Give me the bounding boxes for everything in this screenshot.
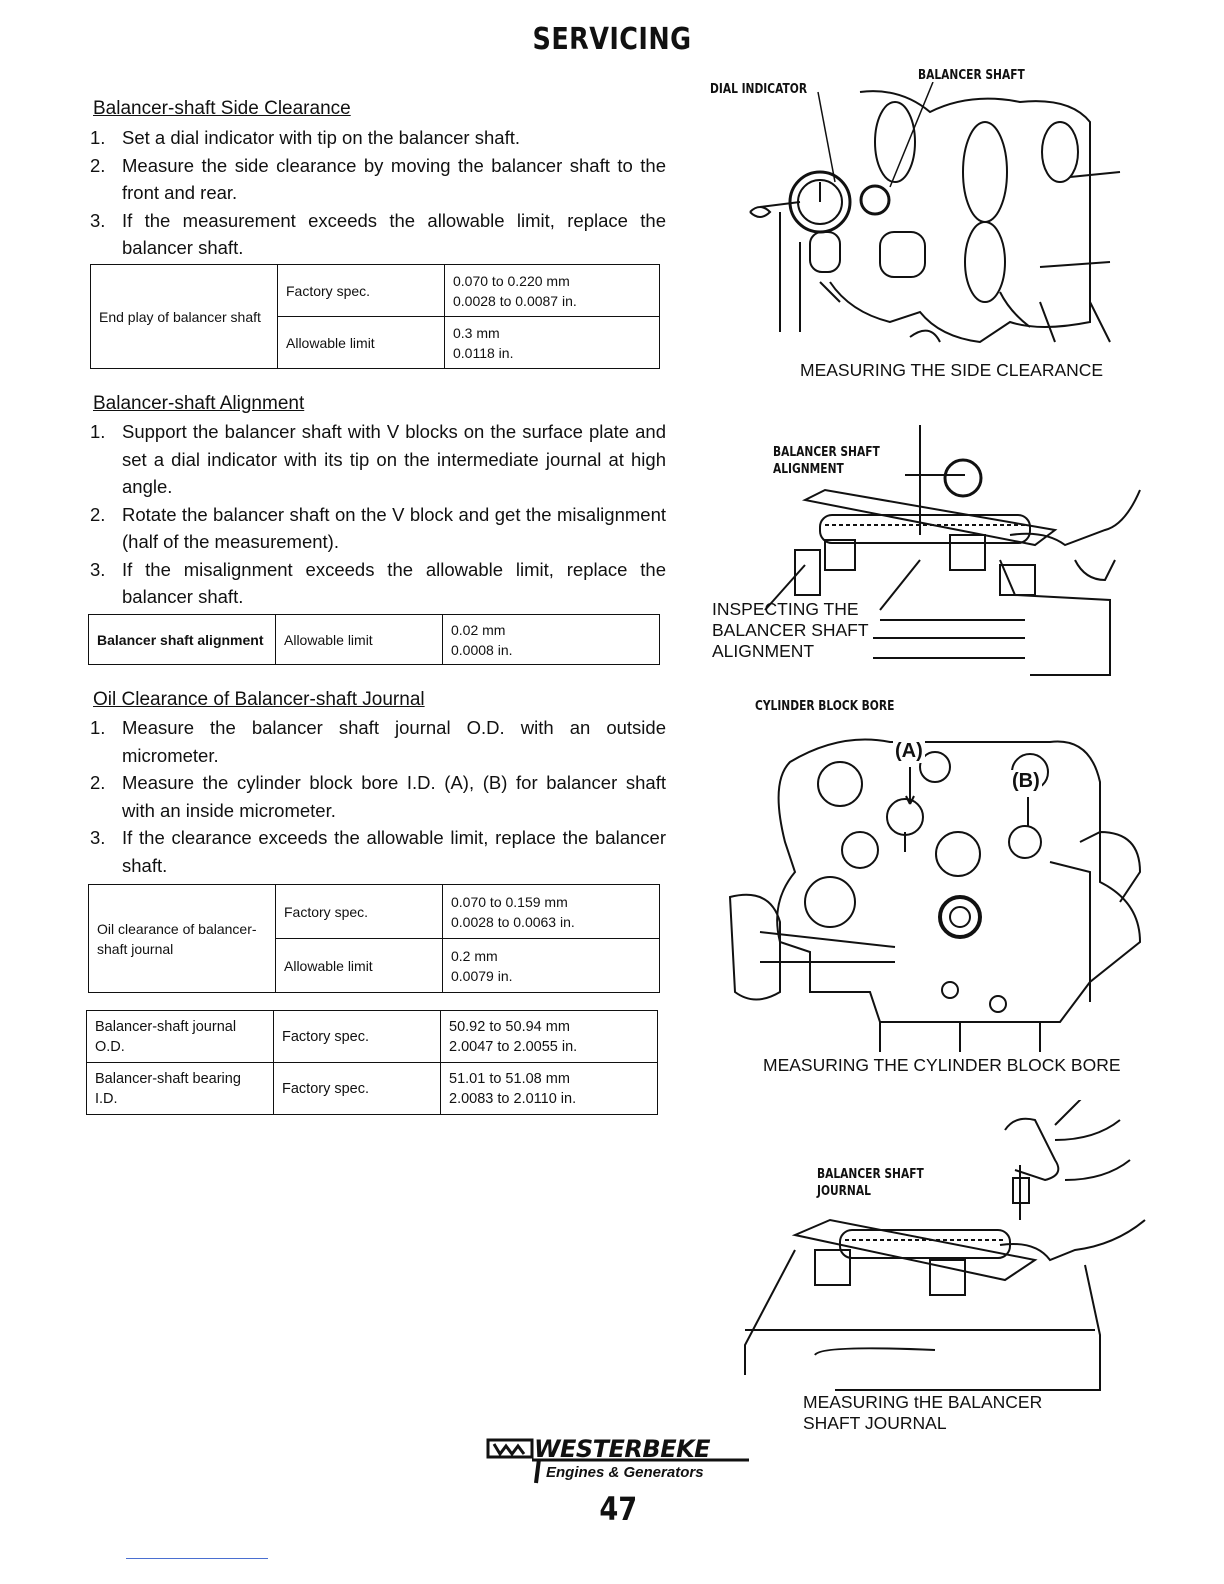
- table-item-cell: Oil clearance of balancer-shaft journal: [89, 885, 276, 993]
- table-value-cell: 50.92 to 50.94 mm 2.0047 to 2.0055 in.: [441, 1011, 658, 1063]
- fig4-caption-line1: MEASURING tHE BALANCER: [803, 1392, 1043, 1412]
- table-value-cell: 0.02 mm 0.0008 in.: [443, 615, 660, 665]
- journal-illustration: [735, 1100, 1165, 1400]
- table-value-cell: 0.070 to 0.159 mm 0.0028 to 0.0063 in.: [443, 885, 660, 939]
- footer-divider: [126, 1558, 268, 1559]
- fig4-label-line2: JOURNAL: [817, 1184, 871, 1199]
- section-title-alignment: Balancer-shaft Alignment: [93, 393, 305, 414]
- side-clearance-steps: [90, 124, 666, 262]
- cylinder-block-illustration: [720, 722, 1160, 1052]
- fig1-label-dial-indicator: DIAL INDICATOR: [710, 82, 808, 97]
- table-label-cell: Allowable limit: [276, 615, 443, 665]
- list-item: 1. Set a dial indicator with tip on the balancer shaft.: [90, 127, 520, 148]
- list-item: 2. Measure the cylinder block bore I.D. (A), (B) for balancer shaft with an inside micrometer.: [90, 772, 666, 821]
- fig2-caption-line1: INSPECTING THE: [712, 599, 859, 619]
- list-item: 3. If the clearance exceeds the allowable limit, replace the balancer shaft.: [90, 827, 666, 876]
- table-value-cell: 51.01 to 51.08 mm 2.0083 to 2.0110 in.: [441, 1063, 658, 1115]
- list-item: 2. Rotate the balancer shaft on the V block and get the misalignment (half of the measurement).: [90, 503, 666, 552]
- fig2-label-line1: BALANCER SHAFT: [773, 445, 880, 460]
- table-value-cell: 0.2 mm 0.0079 in.: [443, 939, 660, 993]
- alignment-steps: [90, 418, 666, 611]
- section-title-oil-clearance: Oil Clearance of Balancer-shaft Journal: [93, 689, 425, 710]
- fig2-caption-line2: BALANCER SHAFT: [712, 620, 869, 640]
- table-label-cell: Factory spec.: [274, 1063, 441, 1115]
- brand-tagline: Engines & Generators: [546, 1464, 704, 1481]
- list-item: 3. If the misalignment exceeds the allowable limit, replace the balancer shaft.: [90, 558, 666, 607]
- table-item-cell: Balancer-shaft journal O.D.: [87, 1011, 274, 1063]
- side-clearance-illustration: [740, 82, 1130, 362]
- table-item-cell: Balancer-shaft bearing I.D.: [87, 1063, 274, 1115]
- fig4-label-line1: BALANCER SHAFT: [817, 1167, 924, 1182]
- table-label-cell: Allowable limit: [276, 939, 443, 993]
- fig1-caption: MEASURING THE SIDE CLEARANCE: [800, 360, 1104, 380]
- alignment-table: [88, 614, 660, 665]
- fig2-label-line2: ALIGNMENT: [773, 462, 844, 477]
- section-title-side-clearance: Balancer-shaft Side Clearance: [93, 98, 351, 119]
- table-value-cell: 0.070 to 0.220 mm 0.0028 to 0.0087 in.: [445, 265, 660, 317]
- table-label-cell: Allowable limit: [278, 317, 445, 369]
- table-value-cell: 0.3 mm 0.0118 in.: [445, 317, 660, 369]
- journal-bearing-table: [86, 1010, 658, 1115]
- table-label-cell: Factory spec.: [274, 1011, 441, 1063]
- brand-name: WESTERBEKE: [534, 1435, 711, 1463]
- fig4-caption-line2: SHAFT JOURNAL: [803, 1413, 947, 1433]
- fig3-mark-b: (B): [1012, 770, 1040, 792]
- page-title: SERVICING: [532, 22, 692, 57]
- page-number: 47: [599, 1490, 638, 1528]
- list-item: 1. Measure the balancer shaft journal O.D. with an outside micrometer.: [90, 717, 666, 766]
- list-item: 1. Support the balancer shaft with V blocks on the surface plate and set a dial indicator with its tip on the intermediate journal at high angle.: [90, 421, 666, 497]
- list-item: 3. If the measurement exceeds the allowable limit, replace the balancer shaft.: [90, 209, 666, 258]
- fig3-label-cylinder-block-bore: CYLINDER BLOCK BORE: [755, 699, 895, 714]
- fig3-caption: MEASURING THE CYLINDER BLOCK BORE: [763, 1055, 1121, 1075]
- table-label-cell: Factory spec.: [276, 885, 443, 939]
- table-label-cell: Factory spec.: [278, 265, 445, 317]
- fig2-caption-line3: ALIGNMENT: [712, 641, 815, 661]
- table-item-cell: End play of balancer shaft: [91, 265, 278, 369]
- list-item: 2. Measure the side clearance by moving the balancer shaft to the front and rear.: [90, 154, 666, 203]
- side-clearance-table: [90, 264, 660, 369]
- fig3-mark-a: (A): [895, 740, 923, 762]
- table-item-cell: Balancer shaft alignment: [89, 615, 276, 665]
- oil-clearance-table: [88, 884, 660, 993]
- oil-clearance-steps: [90, 714, 666, 879]
- fig1-label-balancer-shaft: BALANCER SHAFT: [918, 68, 1025, 83]
